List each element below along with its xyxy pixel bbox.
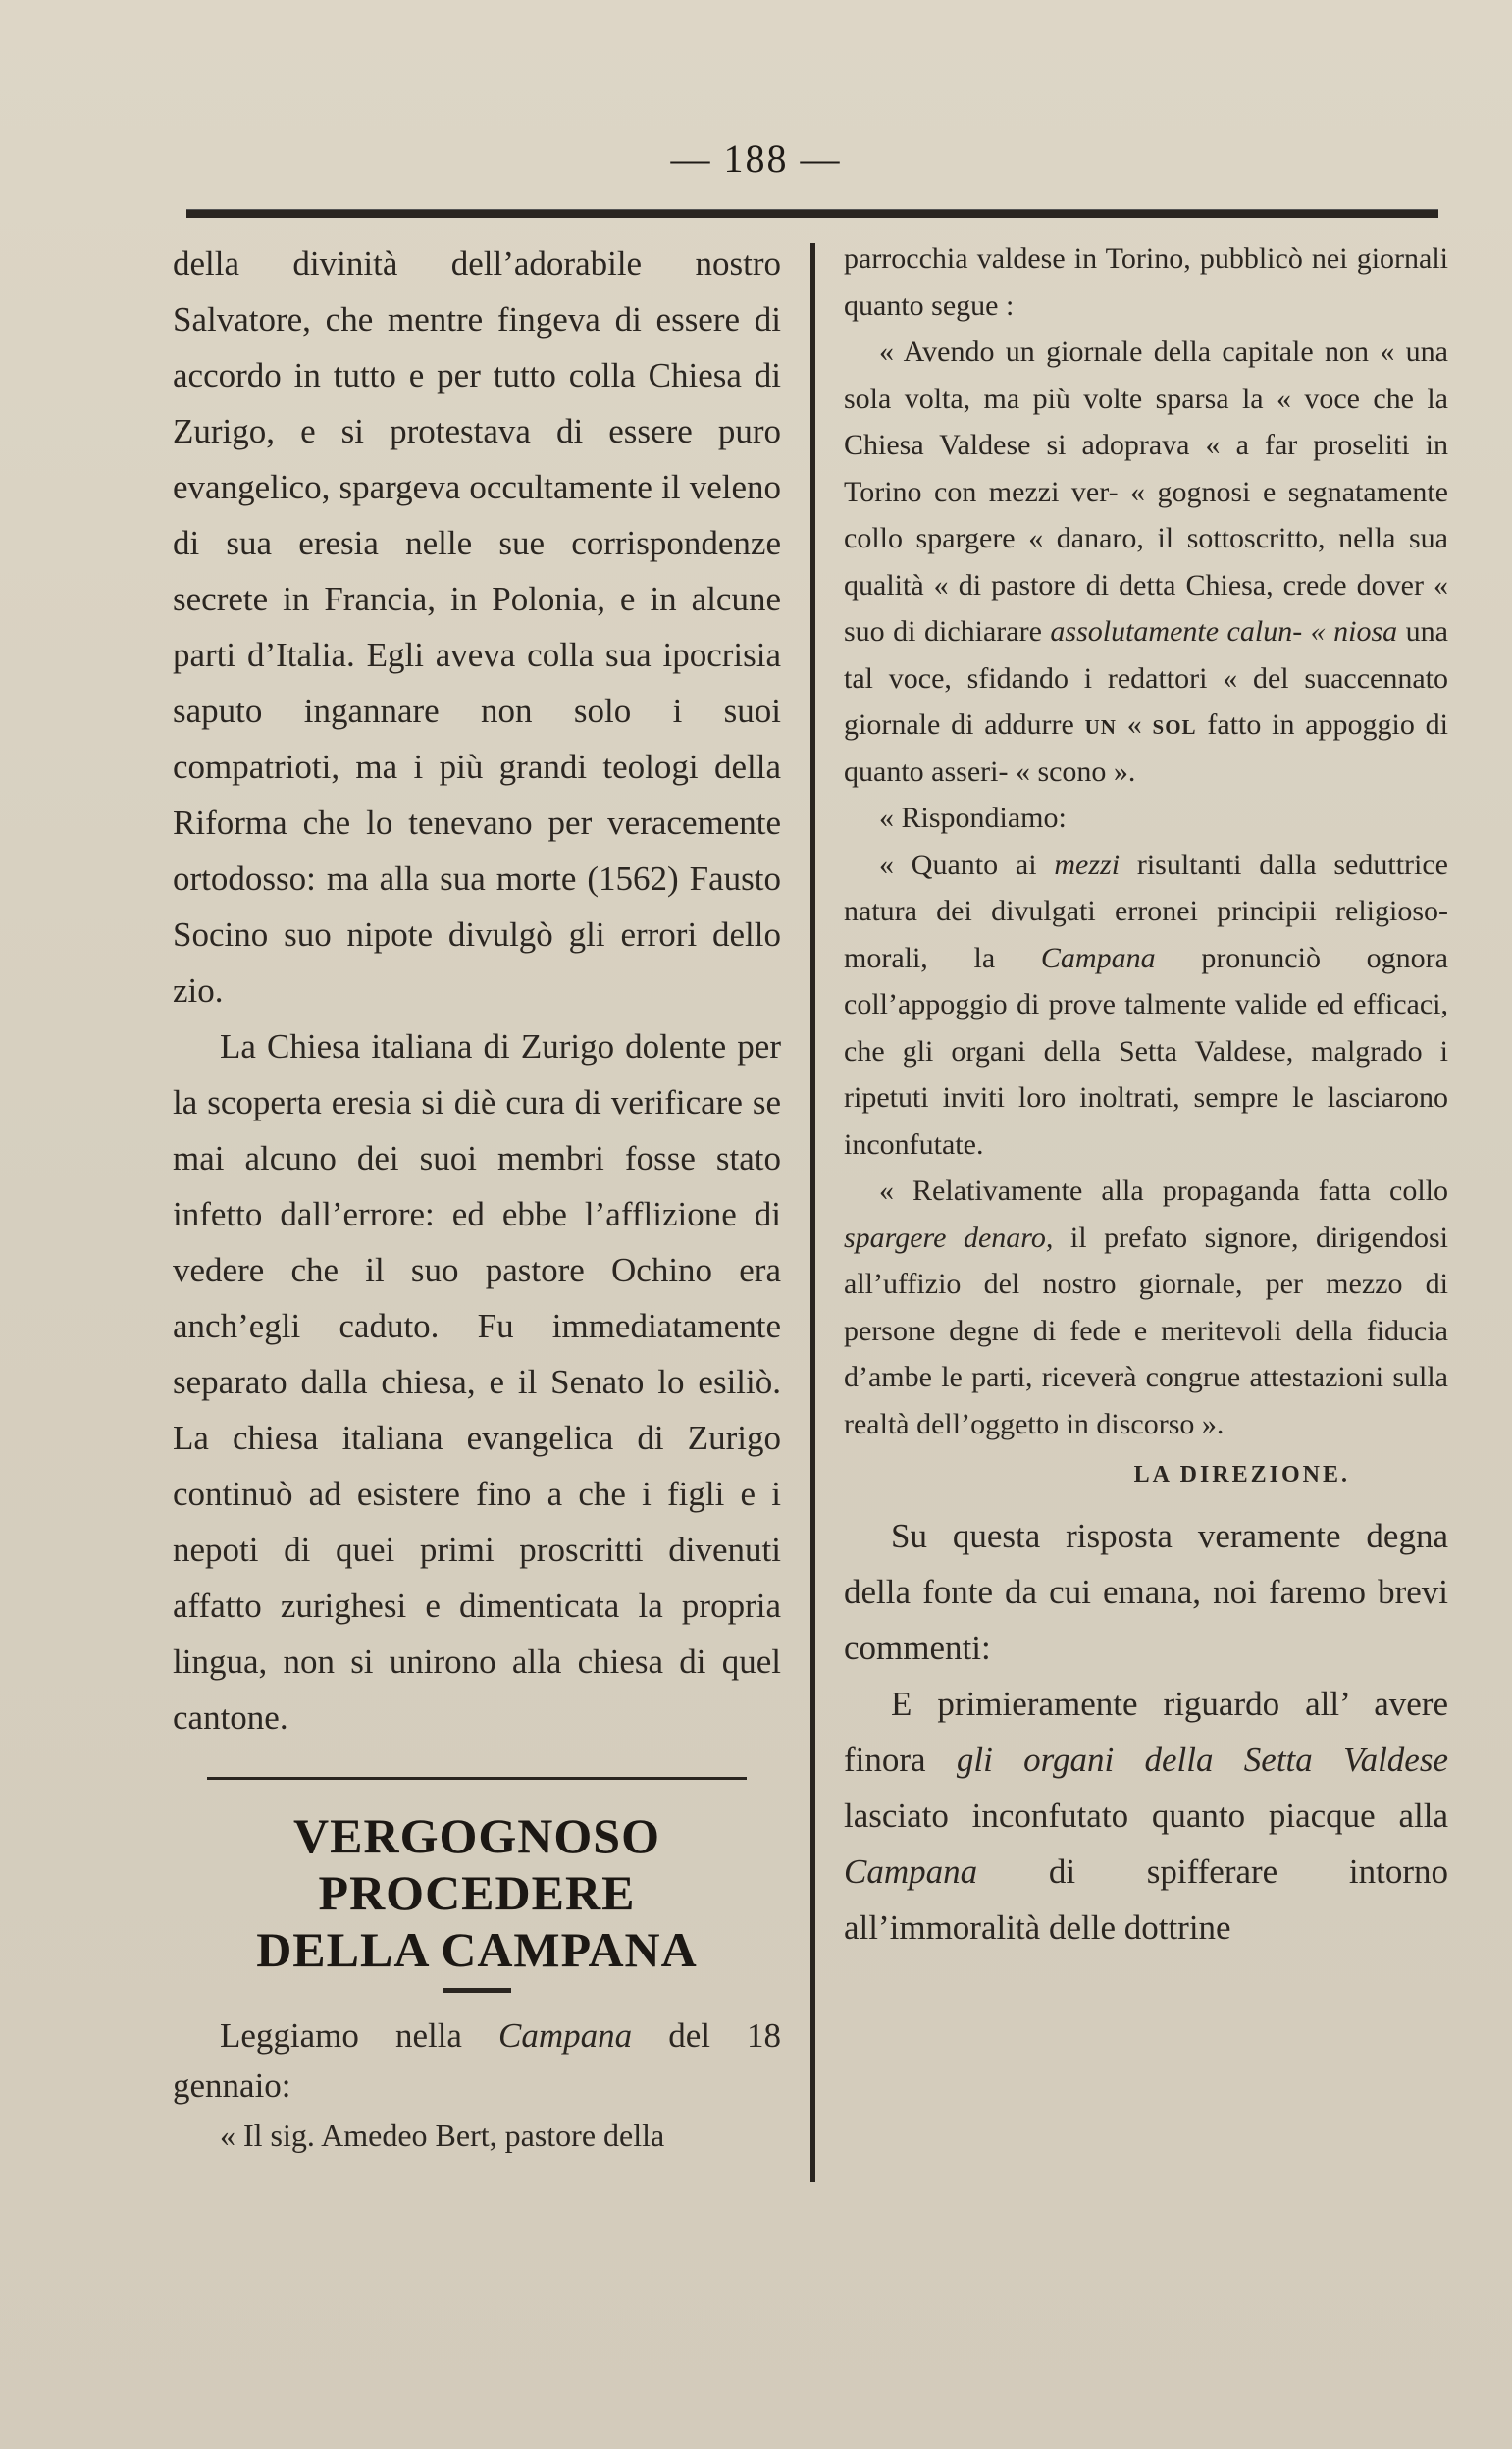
quote-continuation: parrocchia valdese in Torino, pubblicò nei giornali quanto segue : bbox=[844, 242, 1448, 322]
letter-italic-calunniosa: assolutamente calun- « niosa bbox=[1050, 615, 1398, 648]
letter-paragraph bbox=[844, 329, 1448, 795]
article-headline bbox=[173, 1807, 781, 1978]
reply-paragraph-2 bbox=[844, 1168, 1448, 1447]
reply-label: « Rispondiamo: bbox=[879, 802, 1067, 834]
comment2-text-a: E primieramente riguardo all’ avere finora bbox=[844, 1685, 1448, 1779]
paragraph-divinita: della divinità dell’adorabile nostro Salvatore, che mentre fingeva di essere di accordo in tutto e per tutto colla Chiesa di Zurigo, e si protestava di essere puro evangelico, spargeva occultamente il veleno di sua eresia nelle sue corrispondenze secrete in Francia, in Polonia, e in alcune parti d’Italia. Egli aveva colla sua ipocrisia saputo ingannare non solo i suoi compatrioti, ma i più grandi teologi della Riforma che lo tenevano per veracemente ortodosso: ma alla sua morte (1562) Fausto Socino suo nipote divulgò gli errori dello zio. bbox=[173, 244, 781, 1010]
intro-text-b: del 18 gennaio: bbox=[173, 2016, 781, 2105]
letter-smallcaps-un: un bbox=[1084, 708, 1117, 741]
page-number: — 188 — bbox=[670, 136, 842, 181]
comment2-italic-campana: Campana bbox=[844, 1852, 978, 1891]
headline-line-2: DELLA CAMPANA bbox=[256, 1922, 698, 1977]
comment-paragraph-2 bbox=[844, 1676, 1448, 1955]
signature-direzione: LA DIREZIONE. bbox=[1133, 1462, 1350, 1487]
comment2-text-b: lasciato inconfutato quanto piacque alla bbox=[844, 1797, 1448, 1835]
reply2-text-b: il prefato signore, dirigendosi all’uffizio del nostro giornale, per mezzo di persone degne di fede e meritevoli della fiducia d’ambe le parti, riceverà congrue attestazioni sulla realtà dell’oggetto in discorso ». bbox=[844, 1221, 1448, 1440]
comment2-text-c: di spifferare intorno all’immoralità delle dottrine bbox=[844, 1852, 1448, 1947]
right-column bbox=[844, 235, 1448, 1955]
letter-text-c: « bbox=[1116, 708, 1153, 741]
letter-text-d: fatto in appoggio di quanto asseri- « scono ». bbox=[844, 708, 1449, 788]
letter-text-a: « Avendo un giornale della capitale non « una sola volta, ma più volte sparsa la « voce che la Chiesa Valdese si adoprava « a far proseliti in Torino con mezzi ver- « gognosi e segnatamente collo spargere « danaro, il sottoscritto, nella sua qualità « di pastore di detta Chiesa, crede dover « suo di dichiarare bbox=[844, 336, 1448, 648]
reply1-text-b: risultanti dalla seduttrice natura dei divulgati erronei principii religioso-morali, la bbox=[844, 848, 1448, 974]
headline-rule bbox=[443, 1988, 511, 1993]
intro-italic-campana: Campana bbox=[498, 2016, 633, 2055]
intro-text-a: Leggiamo nella bbox=[220, 2016, 499, 2055]
letter-text-b: una tal voce, sfidando i redattori « del suaccennato giornale di addurre bbox=[844, 615, 1448, 741]
paragraph-chiesa-zurigo: La Chiesa italiana di Zurigo dolente per la scoperta eresia si diè cura di verificare se mai alcuno dei suoi membri fosse stato infetto dall’errore: ed ebbe l’afflizione di vedere che il suo pastore Ochino era anch’egli caduto. Fu immediatamente separato dalla chiesa, e il Senato lo esiliò. La chiesa italiana evangelica di Zurigo continuò ad esistere fino a che i figli e i nepoti di quei primi proscritti divenuti affatto zurighesi e dimenticata la propria lingua, non si unirono alla chiesa di quel cantone. bbox=[173, 1027, 781, 1737]
column-divider bbox=[810, 243, 815, 2182]
header-rule bbox=[186, 209, 1438, 218]
reply1-text-c: pronunciò ognora coll’appoggio di prove talmente valide ed efficaci, che gli organi della Setta Valdese, malgrado i ripetuti inviti loro inoltrati, sempre le lasciarono inconfutate. bbox=[844, 941, 1448, 1161]
reply2-italic-spargere: spargere denaro, bbox=[844, 1221, 1054, 1254]
letter-smallcaps-sol: sol bbox=[1152, 708, 1197, 741]
reply2-text-a: « Relativamente alla propaganda fatta collo bbox=[879, 1174, 1448, 1207]
headline-line-1: VERGOGNOSO PROCEDERE bbox=[293, 1808, 660, 1920]
reply1-text-a: « Quanto ai bbox=[879, 848, 1055, 881]
comment2-italic-organi: gli organi della Setta Valdese bbox=[956, 1741, 1449, 1779]
quote-opening: « Il sig. Amedeo Bert, pastore della bbox=[220, 2117, 665, 2153]
left-column bbox=[173, 235, 781, 2161]
comment-paragraph-1: Su questa risposta veramente degna della fonte da cui emana, noi faremo brevi commenti: bbox=[844, 1517, 1448, 1667]
section-separator bbox=[207, 1777, 747, 1780]
reply1-italic-campana: Campana bbox=[1040, 941, 1156, 974]
reply-paragraph-1 bbox=[844, 842, 1448, 1169]
intro-paragraph bbox=[173, 2010, 781, 2110]
reply1-italic-mezzi: mezzi bbox=[1054, 848, 1121, 881]
